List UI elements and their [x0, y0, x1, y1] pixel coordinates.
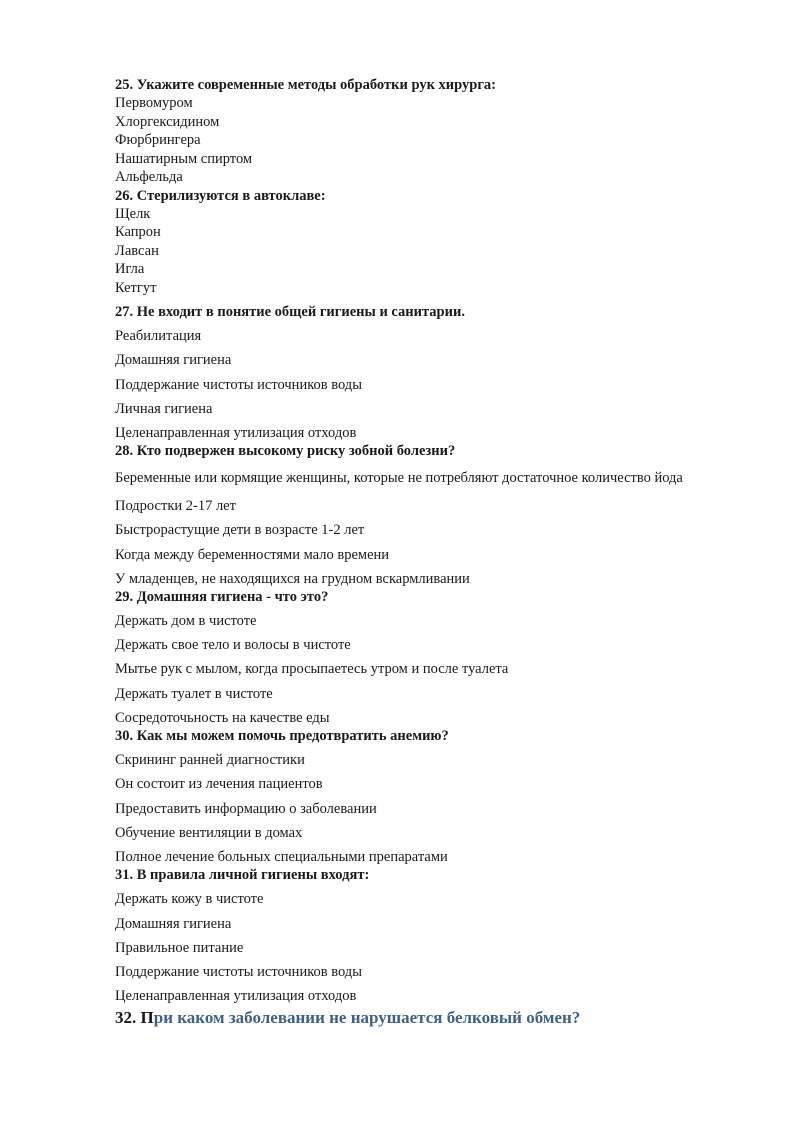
answer-option: Хлоргексидином [115, 113, 220, 130]
answer-option: Полное лечение больных специальными препаратами [115, 849, 448, 866]
answer-option: Лавсан [115, 242, 159, 259]
question-32-text: ри каком заболевании не нарушается белковый обмен? [153, 1008, 581, 1028]
question-title: 31. В правила личной гигиены входят: [115, 867, 370, 884]
answer-option: Он состоит из лечения пациентов [115, 776, 323, 793]
question-title: 27. Не входит в понятие общей гигиены и санитарии. [115, 304, 465, 320]
answer-option: Подростки 2-17 лет [115, 497, 236, 514]
answer-option: У младенцев, не находящихся на грудном вскармливании [115, 570, 470, 587]
question-32-title [115, 1007, 743, 1029]
question-title: 29. Домашняя гигиена - что это? [115, 588, 329, 605]
answer-option: Держать дом в чистоте [115, 612, 257, 629]
question-title: 30. Как мы можем помочь предотвратить анемию? [115, 728, 449, 745]
question-27 [115, 303, 743, 442]
question-26 [115, 187, 743, 298]
question-30 [115, 727, 743, 866]
answer-option: Держать свое тело и волосы в чистоте [115, 637, 351, 654]
answer-option: Альфельда [115, 169, 183, 185]
answer-option: Обучение вентиляции в домах [115, 824, 303, 841]
answer-option: Кетгут [115, 279, 157, 296]
answer-option: Беременные или кормящие женщины, которые не потребляют достаточное количество йода [115, 470, 683, 487]
question-25 [115, 76, 743, 187]
answer-option: Сосредоточьность на качестве еды [115, 710, 330, 727]
answer-option: Скрининг ранней диагностики [115, 752, 305, 769]
answer-option: Держать кожу в чистоте [115, 891, 264, 908]
answer-option: Домашняя гигиена [115, 352, 232, 369]
answer-option: Целенаправленная утилизация отходов [115, 988, 357, 1005]
question-28 [115, 442, 743, 588]
answer-option: Домашняя гигиена [115, 915, 232, 932]
answer-option: Фюрбрингера [115, 132, 201, 148]
answer-option: Поддержание чистоты источников воды [115, 376, 362, 393]
answer-option: Щелк [115, 205, 151, 222]
answer-option: Мытье рук с мылом, когда просыпаетесь утром и после туалета [115, 661, 509, 678]
answer-option: Личная гигиена [115, 400, 213, 417]
answer-option: Капрон [115, 224, 161, 240]
answer-option: Правильное питание [115, 939, 244, 956]
question-title: 26. Стерилизуются в автоклаве: [115, 187, 326, 204]
question-title: 25. Укажите современные методы обработки рук хирурга: [115, 77, 497, 93]
answer-option: Поддержание чистоты источников воды [115, 964, 362, 981]
question-31 [115, 866, 743, 1005]
question-title: 28. Кто подвержен высокому риску зобной болезни? [115, 443, 456, 460]
answer-option: Игла [115, 261, 145, 277]
question-29 [115, 588, 743, 727]
answer-option: Когда между беременностями мало времени [115, 546, 390, 563]
answer-option: Реабилитация [115, 328, 202, 344]
answer-option: Первомуром [115, 95, 193, 111]
answer-option: Нашатирным спиртом [115, 150, 253, 167]
answer-option: Предоставить информацию о заболевании [115, 800, 377, 817]
answer-option: Быстрорастущие дети в возрасте 1-2 лет [115, 522, 365, 539]
question-32-number: 32. П [115, 1008, 154, 1028]
answer-option: Целенаправленная утилизация отходов [115, 425, 357, 442]
document-page [115, 76, 743, 1029]
answer-option: Держать туалет в чистоте [115, 685, 273, 702]
